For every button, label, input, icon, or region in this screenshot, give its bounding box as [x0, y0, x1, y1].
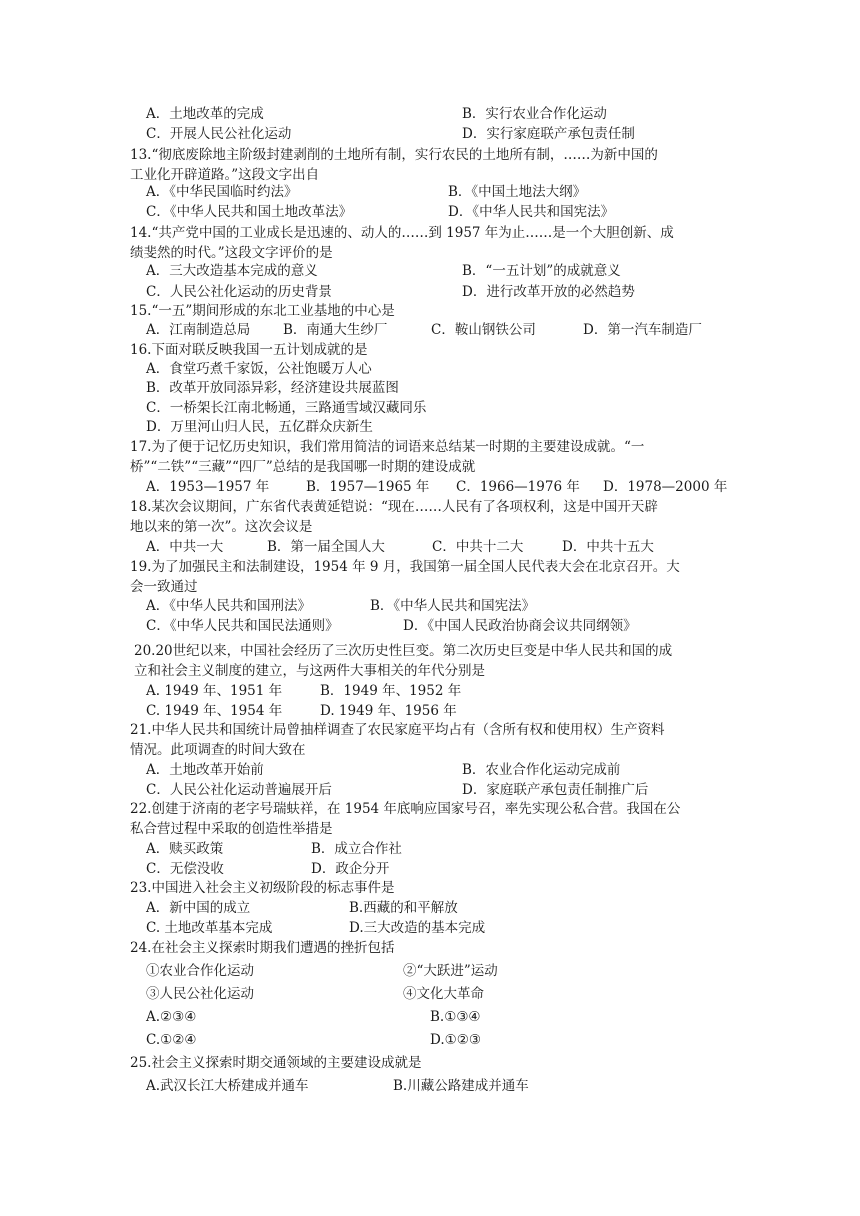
- q21-option-c: C．人民公社化运动普遍展开后: [146, 782, 332, 798]
- q18-stem-line2: 地以来的第一次”。这次会议是: [130, 519, 313, 535]
- q13-option-c: C．《中华人民共和国土地改革法》: [146, 204, 353, 220]
- q21-stem-line1: 21.中华人民共和国统计局曾抽样调查了农民家庭平均占有（含所有权和使用权）生产资料: [130, 722, 665, 738]
- q22-option-b: B．成立合作社: [311, 841, 402, 857]
- q15-option-b: B．南通大生纱厂: [283, 322, 388, 338]
- q24-item-2: ②“大跃进”运动: [403, 963, 498, 979]
- q25-option-b: B.川藏公路建成并通车: [393, 1078, 529, 1094]
- q23-option-a: A．新中国的成立: [146, 900, 251, 916]
- q15-option-c: C．鞍山钢铁公司: [431, 322, 536, 338]
- q22-option-a: A．赎买政策: [146, 841, 224, 857]
- q24-option-b: B.①③④: [430, 1009, 481, 1025]
- q17-stem-line1: 17.为了便于记忆历史知识，我们常用简洁的词语来总结某一时期的主要建设成就。“一: [130, 439, 645, 455]
- q17-option-a: A．1953—1957 年: [146, 479, 270, 495]
- q24-option-c: C.①②④: [146, 1032, 197, 1048]
- q16-option-d: D．万里河山归人民，五亿群众庆新生: [146, 419, 373, 435]
- q23-option-b: B.西藏的和平解放: [349, 900, 458, 916]
- q23-option-c: C. 土地改革基本完成: [146, 920, 273, 936]
- q17-option-d: D．1978—2000 年: [603, 479, 728, 495]
- q22-stem-line1: 22.创建于济南的老字号瑞蚨祥，在 1954 年底响应国家号召，率先实现公私合营。我国在公: [130, 801, 681, 817]
- q24-option-a: A.②③④: [146, 1009, 197, 1025]
- q19-stem-line2: 会一致通过: [130, 579, 198, 595]
- q12-option-b: B．实行农业合作化运动: [462, 106, 607, 122]
- q17-option-b: B．1957—1965 年: [306, 479, 430, 495]
- q13-option-d: D．《中华人民共和国宪法》: [448, 204, 615, 220]
- q14-stem-line2: 绩斐然的时代。”这段文字评价的是: [130, 245, 333, 261]
- q19-stem-line1: 19.为了加强民主和法制建设，1954 年 9 月，我国第一届全国人民代表大会在北京召开。大: [130, 559, 680, 575]
- q14-option-a: A．三大改造基本完成的意义: [146, 263, 318, 279]
- q25-stem: 25.社会主义探索时期交通领域的主要建设成就是: [130, 1055, 422, 1071]
- q18-option-d: D．中共十五大: [562, 539, 654, 555]
- q12-option-c: C．开展人民公社化运动: [146, 126, 292, 142]
- q18-stem-line1: 18.某次会议期间，广东省代表黄延铠说：“现在……人民有了各项权利，这是中国开天辟: [130, 499, 658, 515]
- q13-stem-line2: 工业化开辟道路。”这段文字出自: [130, 167, 320, 183]
- q20-option-a: A. 1949 年、1951 年: [146, 683, 283, 699]
- q19-option-d: D．《中国人民政治协商会议共同纲领》: [403, 618, 637, 634]
- q21-stem-line2: 情况。此项调查的时间大致在: [130, 742, 306, 758]
- q23-stem: 23.中国进入社会主义初级阶段的标志事件是: [130, 880, 395, 896]
- q18-option-b: B．第一届全国人大: [267, 539, 385, 555]
- q25-option-a: A.武汉长江大桥建成并通车: [146, 1078, 309, 1094]
- q16-option-c: C．一桥架长江南北畅通，三路通雪域汉藏同乐: [146, 400, 427, 416]
- q19-option-a: A．《中华人民共和国刑法》: [146, 598, 311, 614]
- q16-option-a: A．食堂巧煮千家饭，公社饱暖万人心: [146, 361, 372, 377]
- q21-option-b: B．农业合作化运动完成前: [462, 762, 621, 778]
- q19-option-b: B．《中华人民共和国宪法》: [370, 598, 536, 614]
- q23-option-d: D.三大改造的基本完成: [349, 920, 486, 936]
- q13-option-a: A．《中华民国临时约法》: [146, 184, 298, 200]
- q16-stem: 16.下面对联反映我国一五计划成就的是: [130, 342, 368, 358]
- q19-option-c: C．《中华人民共和国民法通则》: [146, 618, 339, 634]
- q13-option-b: B．《中国土地法大纲》: [448, 184, 587, 200]
- q14-option-b: B．“一五计划”的成就意义: [462, 263, 621, 279]
- q20-stem-line2: 立和社会主义制度的建立，与这两件大事相关的年代分别是: [134, 663, 485, 679]
- q24-option-d: D.①②③: [430, 1032, 481, 1048]
- q13-stem-line1: 13.“彻底废除地主阶级封建剥削的土地所有制，实行农民的土地所有制，……为新中国的: [130, 147, 658, 163]
- q12-option-a: A．土地改革的完成: [146, 106, 264, 122]
- q16-option-b: B．改革开放同添异彩，经济建设共展蓝图: [146, 380, 399, 396]
- q21-option-d: D．家庭联产承包责任制推广后: [462, 782, 649, 798]
- q22-stem-line2: 私合营过程中采取的创造性举措是: [130, 821, 333, 837]
- q20-option-d: D. 1949 年、1956 年: [320, 703, 457, 719]
- q17-option-c: C．1966—1976 年: [456, 479, 580, 495]
- q20-stem-line1: 20.20世纪以来，中国社会经历了三次历史性巨变。第二次历史巨变是中华人民共和国的成: [134, 643, 673, 659]
- q18-option-c: C．中共十二大: [432, 539, 524, 555]
- q22-option-d: D．政企分开: [311, 861, 390, 877]
- q21-option-a: A．土地改革开始前: [146, 762, 264, 778]
- q14-option-d: D．进行改革开放的必然趋势: [462, 284, 635, 300]
- q15-option-a: A．江南制造总局: [146, 322, 251, 338]
- q14-option-c: C．人民公社化运动的历史背景: [146, 284, 332, 300]
- q15-stem: 15.“一五”期间形成的东北工业基地的中心是: [130, 303, 395, 319]
- q24-item-4: ④文化大革命: [403, 986, 484, 1002]
- q12-option-d: D．实行家庭联产承包责任制: [462, 126, 635, 142]
- q24-item-3: ③人民公社化运动: [146, 986, 254, 1002]
- q24-item-1: ①农业合作化运动: [146, 963, 254, 979]
- q15-option-d: D．第一汽车制造厂: [583, 322, 702, 338]
- q24-stem: 24.在社会主义探索时期我们遭遇的挫折包括: [130, 940, 395, 956]
- q18-option-a: A．中共一大: [146, 539, 224, 555]
- q17-stem-line2: 桥”“二铁”“三藏”“四厂”总结的是我国哪一时期的建设成就: [130, 459, 476, 475]
- q20-option-b: B．1949 年、1952 年: [320, 683, 462, 699]
- q14-stem-line1: 14.“共产党中国的工业成长是迅速的、动人的……到 1957 年为止……是一个大胆创新、成: [130, 225, 674, 241]
- q20-option-c: C. 1949 年、1954 年: [146, 703, 283, 719]
- q22-option-c: C．无偿没收: [146, 861, 224, 877]
